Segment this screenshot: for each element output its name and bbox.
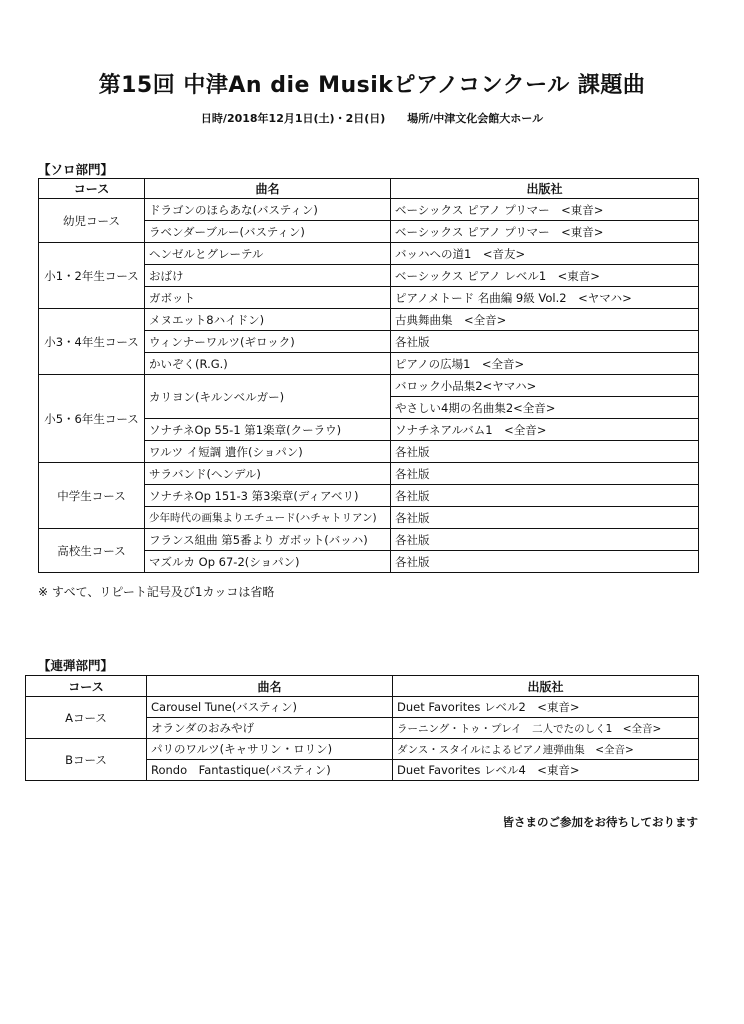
publisher-cell: ベーシックス ピアノ レベル1 <東音>: [391, 265, 699, 287]
publisher-cell: 各社版: [391, 485, 699, 507]
course-cell: 小3・4年生コース: [39, 309, 145, 375]
publisher-cell: ラーニング・トゥ・プレイ 二人でたのしく1 <全音>: [393, 718, 699, 739]
piece-cell: かいぞく(R.G.): [145, 353, 391, 375]
publisher-cell: 各社版: [391, 463, 699, 485]
publisher-cell: ベーシックス ピアノ プリマー <東音>: [391, 199, 699, 221]
publisher-cell: Duet Favorites レベル2 <東音>: [393, 697, 699, 718]
column-header-course: コース: [26, 676, 147, 697]
table-row: [26, 697, 699, 718]
piece-cell: フランス組曲 第5番より ガボット(バッハ): [145, 529, 391, 551]
event-date-venue: 日時/2018年12月1日(土)・2日(日) 場所/中津文化会館大ホール: [200, 112, 544, 125]
publisher-cell: バロック小品集2<ヤマハ>: [391, 375, 699, 397]
table-row: [39, 309, 699, 331]
duet-table: [25, 675, 699, 781]
piece-cell: Carousel Tune(バスティン): [147, 697, 393, 718]
duet-section-label: 【連弾部門】: [38, 658, 114, 673]
closing-message: 皆さまのご参加をお待ちしております: [502, 815, 698, 829]
piece-cell: ウィンナーワルツ(ギロック): [145, 331, 391, 353]
course-cell: 小5・6年生コース: [39, 375, 145, 463]
piece-cell: ガボット: [145, 287, 391, 309]
table-header-row: [39, 179, 699, 199]
piece-cell: パリのワルツ(キャサリン・ロリン): [147, 739, 393, 760]
piece-cell: Rondo Fantastique(バスティン): [147, 760, 393, 781]
publisher-cell: 各社版: [391, 507, 699, 529]
column-header-course: コース: [39, 179, 145, 199]
course-cell: 小1・2年生コース: [39, 243, 145, 309]
piece-cell: マズルカ Op 67-2(ショパン): [145, 551, 391, 573]
publisher-cell: 各社版: [391, 551, 699, 573]
course-cell: Bコース: [26, 739, 147, 781]
publisher-cell: ダンス・スタイルによるピアノ連弾曲集 <全音>: [393, 739, 699, 760]
piece-cell: おばけ: [145, 265, 391, 287]
piece-cell: メヌエット8ハイドン): [145, 309, 391, 331]
publisher-cell: 各社版: [391, 331, 699, 353]
column-header-publisher: 出版社: [391, 179, 699, 199]
publisher-cell: 古典舞曲集 <全音>: [391, 309, 699, 331]
column-header-piece: 曲名: [147, 676, 393, 697]
piece-cell: ヘンゼルとグレーテル: [145, 243, 391, 265]
repeat-note: ※ すべて、リピート記号及び1カッコは省略: [38, 585, 275, 599]
publisher-cell: ピアノメトード 名曲編 9級 Vol.2 <ヤマハ>: [391, 287, 699, 309]
course-cell: Aコース: [26, 697, 147, 739]
publisher-cell: Duet Favorites レベル4 <東音>: [393, 760, 699, 781]
course-cell: 高校生コース: [39, 529, 145, 573]
solo-table: [38, 178, 699, 573]
piece-cell: ワルツ イ短調 遺作(ショパン): [145, 441, 391, 463]
piece-cell: ソナチネOp 55-1 第1楽章(クーラウ): [145, 419, 391, 441]
publisher-cell: 各社版: [391, 529, 699, 551]
publisher-cell: やさしい4期の名曲集2<全音>: [391, 397, 699, 419]
table-row: [39, 243, 699, 265]
course-cell: 幼児コース: [39, 199, 145, 243]
table-row: [39, 375, 699, 397]
piece-cell: ドラゴンのほらあな(バスティン): [145, 199, 391, 221]
piece-cell: カリヨン(キルンベルガー): [145, 375, 391, 419]
piece-cell: 少年時代の画集よりエチュード(ハチャトリアン): [145, 507, 391, 529]
table-row: [39, 463, 699, 485]
piece-cell: ラベンダーブルー(バスティン): [145, 221, 391, 243]
column-header-piece: 曲名: [145, 179, 391, 199]
publisher-cell: ソナチネアルバム1 <全音>: [391, 419, 699, 441]
page-title: 第15回 中津An die Musikピアノコンクール 課題曲: [98, 73, 646, 98]
publisher-cell: ピアノの広場1 <全音>: [391, 353, 699, 375]
table-row: [39, 199, 699, 221]
course-cell: 中学生コース: [39, 463, 145, 529]
solo-section-label: 【ソロ部門】: [38, 162, 114, 177]
publisher-cell: バッハへの道1 <音友>: [391, 243, 699, 265]
table-header-row: [26, 676, 699, 697]
table-row: [26, 739, 699, 760]
piece-cell: ソナチネOp 151-3 第3楽章(ディアベリ): [145, 485, 391, 507]
table-row: [39, 529, 699, 551]
piece-cell: サラバンド(ヘンデル): [145, 463, 391, 485]
column-header-publisher: 出版社: [393, 676, 699, 697]
publisher-cell: 各社版: [391, 441, 699, 463]
piece-cell: オランダのおみやげ: [147, 718, 393, 739]
publisher-cell: ベーシックス ピアノ プリマー <東音>: [391, 221, 699, 243]
